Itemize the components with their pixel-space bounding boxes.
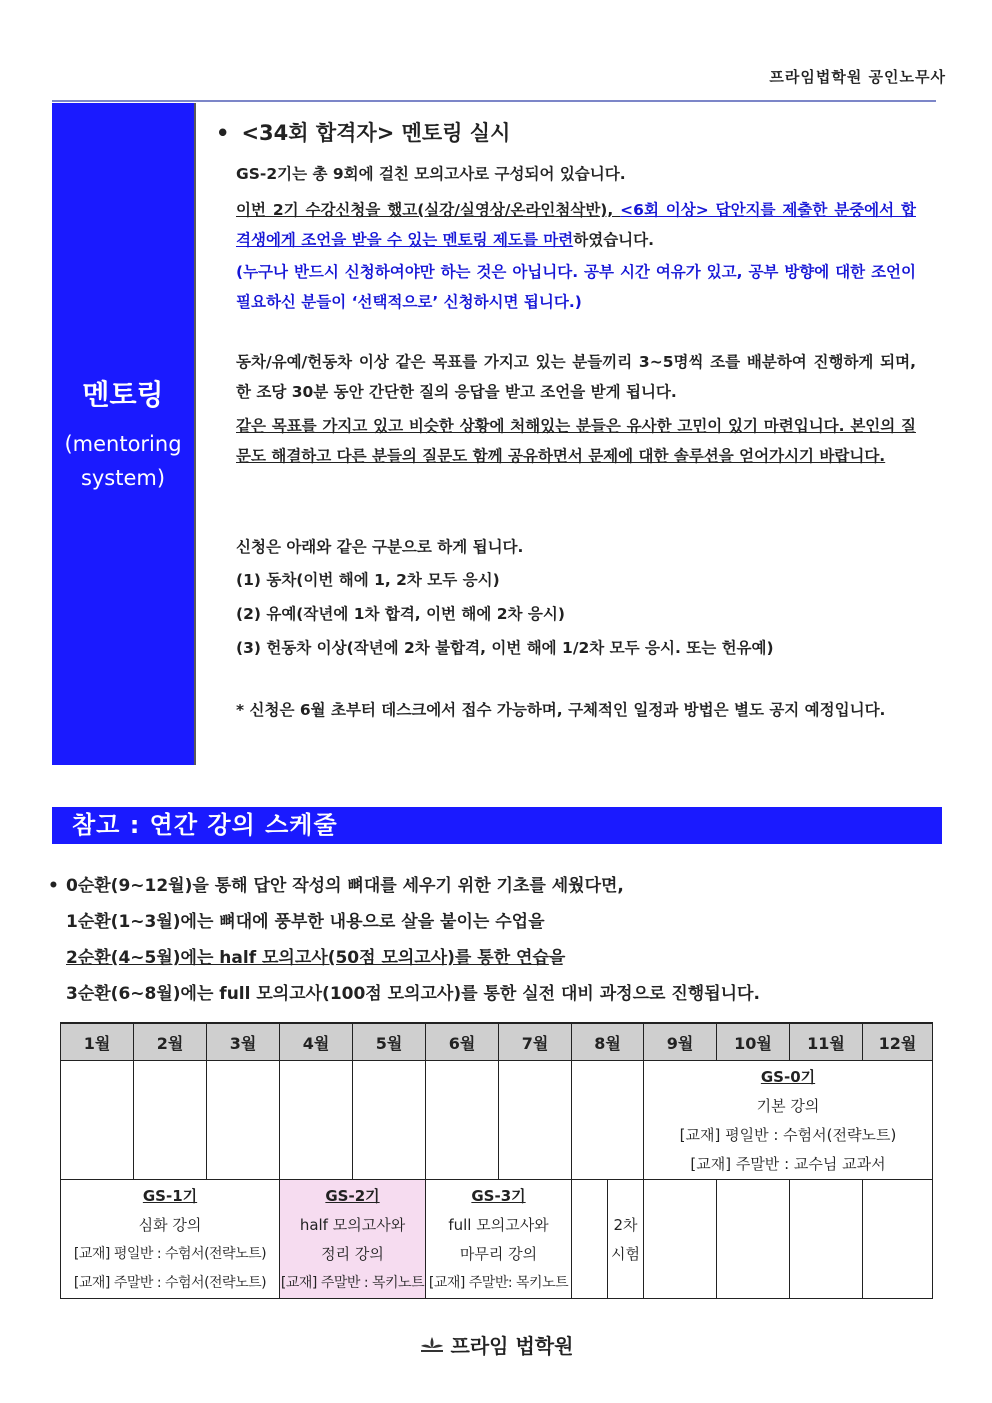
reference-line-1: • 0순환(9~12월)을 통해 답안 작성의 뼈대를 세우기 위한 기초를 세웠다면, [48,868,760,904]
gs3-line-3: [교재] 주말반: 목키노트 [428,1275,569,1291]
schedule-row-1 [61,1061,933,1180]
gs3-line-1: full 모의고사와 [448,1216,549,1234]
reference-bar: 참고 : 연간 강의 스케줄 [52,807,942,844]
month-header: 6월 [426,1023,499,1061]
schedule-cell-empty [280,1061,353,1180]
mentoring-paragraph-2: 이번 2기 수강신청을 했고(실강/실영상/온라인첨삭반), <6회 이상> 답안지를 제출한 분중에서 합격생에게 조언을 받을 수 있는 멘토링 제도를 마련하였습니다. [236,201,916,249]
reference-text [48,868,760,1012]
prime-logo-icon [419,1335,445,1360]
schedule-cell-empty [790,1180,863,1299]
header-divider [52,100,936,102]
mentoring-side-subtitle-1: (mentoring [64,432,182,456]
schedule-cell-empty [717,1180,790,1299]
gs0-line-1: 기본 강의 [756,1097,820,1115]
footer-brand: 프라임 법학원 [0,1330,992,1360]
month-header: 12월 [863,1023,933,1061]
schedule-table [60,1022,933,1299]
schedule-cell-gs2 [280,1180,426,1299]
schedule-cell-exam [608,1180,644,1299]
gs3-title: GS-3기 [471,1187,526,1205]
gs1-line-3: [교재] 주말반 : 수험서(전략노트) [73,1275,267,1291]
schedule-cell-empty [863,1180,933,1299]
gs1-title: GS-1기 [142,1187,198,1205]
mentoring-paragraph-3: (누구나 반드시 신청하여야만 하는 것은 아닙니다. 공부 시간 여유가 있고, 공부 방향에 대한 조언이 필요하신 분들이 ‘선택적으로’ 신청하시면 됩니다.) [236,263,916,311]
bullet-icon: • [48,876,59,896]
mentoring-side-subtitle-2: system) [80,466,166,490]
mentoring-paragraph-1: GS-2기는 총 9회에 걸친 모의고사로 구성되어 있습니다. [236,165,626,183]
schedule-header-row [61,1023,933,1061]
schedule-cell-gs0 [644,1061,933,1180]
mentoring-item-3: (3) 헌동차 이상(작년에 2차 불합격, 이번 해에 1/2차 모두 응시. 또는 헌유예) [236,639,774,657]
gs2-line-1: half 모의고사와 [299,1216,406,1234]
mentoring-heading: • <34회 합격자> 멘토링 실시 [216,121,511,145]
schedule-cell-empty [207,1061,280,1180]
month-header: 7월 [499,1023,572,1061]
gs0-line-2: [교재] 평일반 : 수험서(전략노트) [679,1126,897,1144]
schedule-cell-empty [499,1061,572,1180]
mentoring-section [52,103,936,765]
mentoring-paragraph-5: 같은 목표를 가지고 있고 비슷한 상황에 처해있는 분들은 유사한 고민이 있기 마련입니다. 본인의 질문도 해결하고 다른 분들의 질문도 함께 공유하면서 문제에 대한 솔루션을 얻어가시기 바랍니다. [236,417,916,465]
mentoring-paragraph-4: 동차/유예/헌동차 이상 같은 목표를 가지고 있는 분들끼리 3~5명씩 조를 배분하여 진행하게 되며, 한 조당 30분 동안 간단한 질의 응답을 받고 조언을 받게 됩니다. [236,353,916,401]
schedule-cell-gs1 [61,1180,280,1299]
schedule-row-2 [61,1180,933,1299]
mentoring-item-2: (2) 유예(작년에 1차 합격, 이번 해에 2차 응시) [236,605,565,623]
schedule-cell-gs3 [426,1180,572,1299]
gs3-line-2: 마무리 강의 [459,1245,538,1263]
reference-line-4: 3순환(6~8월)에는 full 모의고사(100점 모의고사)를 통한 실전 대비 과정으로 진행됩니다. [66,984,760,1004]
gs2-line-3: [교재] 주말반 : 목키노트 [280,1275,425,1291]
header-brand: 프라임법학원 공인노무사 [769,68,946,86]
reference-line-3: 2순환(4~5월)에는 half 모의고사(50점 모의고사)를 통한 연습을 [66,948,566,968]
gs1-line-1: 심화 강의 [138,1216,202,1234]
gs0-title: GS-0기 [760,1068,816,1086]
schedule-cell-empty [134,1061,207,1180]
bullet-icon: • [216,121,230,145]
exam-line-1: 2차 [613,1216,638,1234]
schedule-cell-empty [572,1180,608,1299]
reference-line-2: 1순환(1~3월)에는 뼈대에 풍부한 내용으로 살을 붙이는 수업을 [66,912,545,932]
month-header: 5월 [353,1023,426,1061]
mentoring-side-panel [52,103,194,765]
month-header: 9월 [644,1023,717,1061]
mentoring-content [194,103,936,765]
schedule-cell-empty [572,1061,644,1180]
gs2-title: GS-2기 [325,1187,380,1205]
month-header: 3월 [207,1023,280,1061]
schedule-cell-empty [426,1061,499,1180]
gs1-line-2: [교재] 평일반 : 수험서(전략노트) [73,1246,267,1262]
month-header: 2월 [134,1023,207,1061]
gs2-line-2: 정리 강의 [321,1245,384,1263]
schedule-cell-empty [644,1180,717,1299]
mentoring-side-title: 멘토링 [82,378,164,411]
mentoring-note: * 신청은 6월 초부터 데스크에서 접수 가능하며, 구체적인 일정과 방법은 별도 공지 예정입니다. [236,701,886,719]
exam-line-2: 시험 [611,1245,640,1263]
month-header: 8월 [572,1023,644,1061]
month-header: 1월 [61,1023,134,1061]
gs0-line-3: [교재] 주말반 : 교수님 교과서 [690,1155,886,1173]
mentoring-paragraph-6: 신청은 아래와 같은 구분으로 하게 됩니다. [236,538,524,556]
schedule-cell-empty [61,1061,134,1180]
schedule-cell-empty [353,1061,426,1180]
month-header: 11월 [790,1023,863,1061]
mentoring-item-1: (1) 동차(이번 해에 1, 2차 모두 응시) [236,571,500,589]
month-header: 10월 [717,1023,790,1061]
month-header: 4월 [280,1023,353,1061]
